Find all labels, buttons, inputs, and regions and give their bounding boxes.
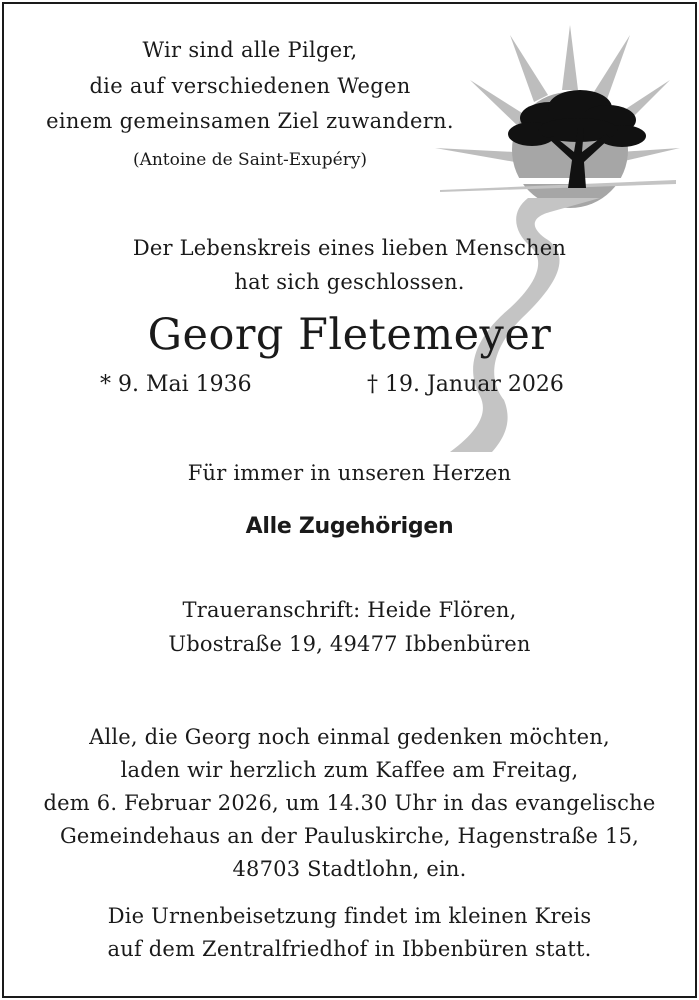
family-signature: Alle Zugehörigen [245,514,454,539]
quote-author: (Antoine de Saint-Exupéry) [132,150,368,170]
address-line-2: Ubostraße 19, 49477 Ibbenbüren [168,632,531,656]
birth-date: * 9. Mai 1936 [100,372,252,397]
memorial-line: Für immer in unseren Herzen [187,461,512,485]
invitation-line-4: Gemeindehaus an der Pauluskirche, Hagenstraße 15, [59,824,640,848]
burial-line-1: Die Urnenbeisetzung findet im kleinen Kreis [107,904,592,928]
deceased-name: Georg Fletemeyer [147,310,552,360]
quote-line-3: einem gemeinsamen Ziel zuwandern. [46,109,454,133]
invitation-line-5: 48703 Stadtlohn, ein. [232,857,467,881]
address-line-1: Traueranschrift: Heide Flören, [182,598,517,622]
death-date: † 19. Januar 2026 [367,372,564,397]
intro-line-1: Der Lebenskreis eines lieben Menschen [132,236,567,260]
burial-line-2: auf dem Zentralfriedhof in Ibbenbüren statt. [107,937,592,961]
invitation-line-1: Alle, die Georg noch einmal gedenken möchten, [89,725,610,749]
quote-line-2: die auf verschiedenen Wegen [89,74,411,98]
invitation-line-2: laden wir herzlich zum Kaffee am Freitag, [120,758,579,782]
intro-line-2: hat sich geschlossen. [234,270,465,294]
invitation-line-3: dem 6. Februar 2026, um 14.30 Uhr in das evangelische [43,791,656,815]
quote-line-1: Wir sind alle Pilger, [142,38,358,62]
